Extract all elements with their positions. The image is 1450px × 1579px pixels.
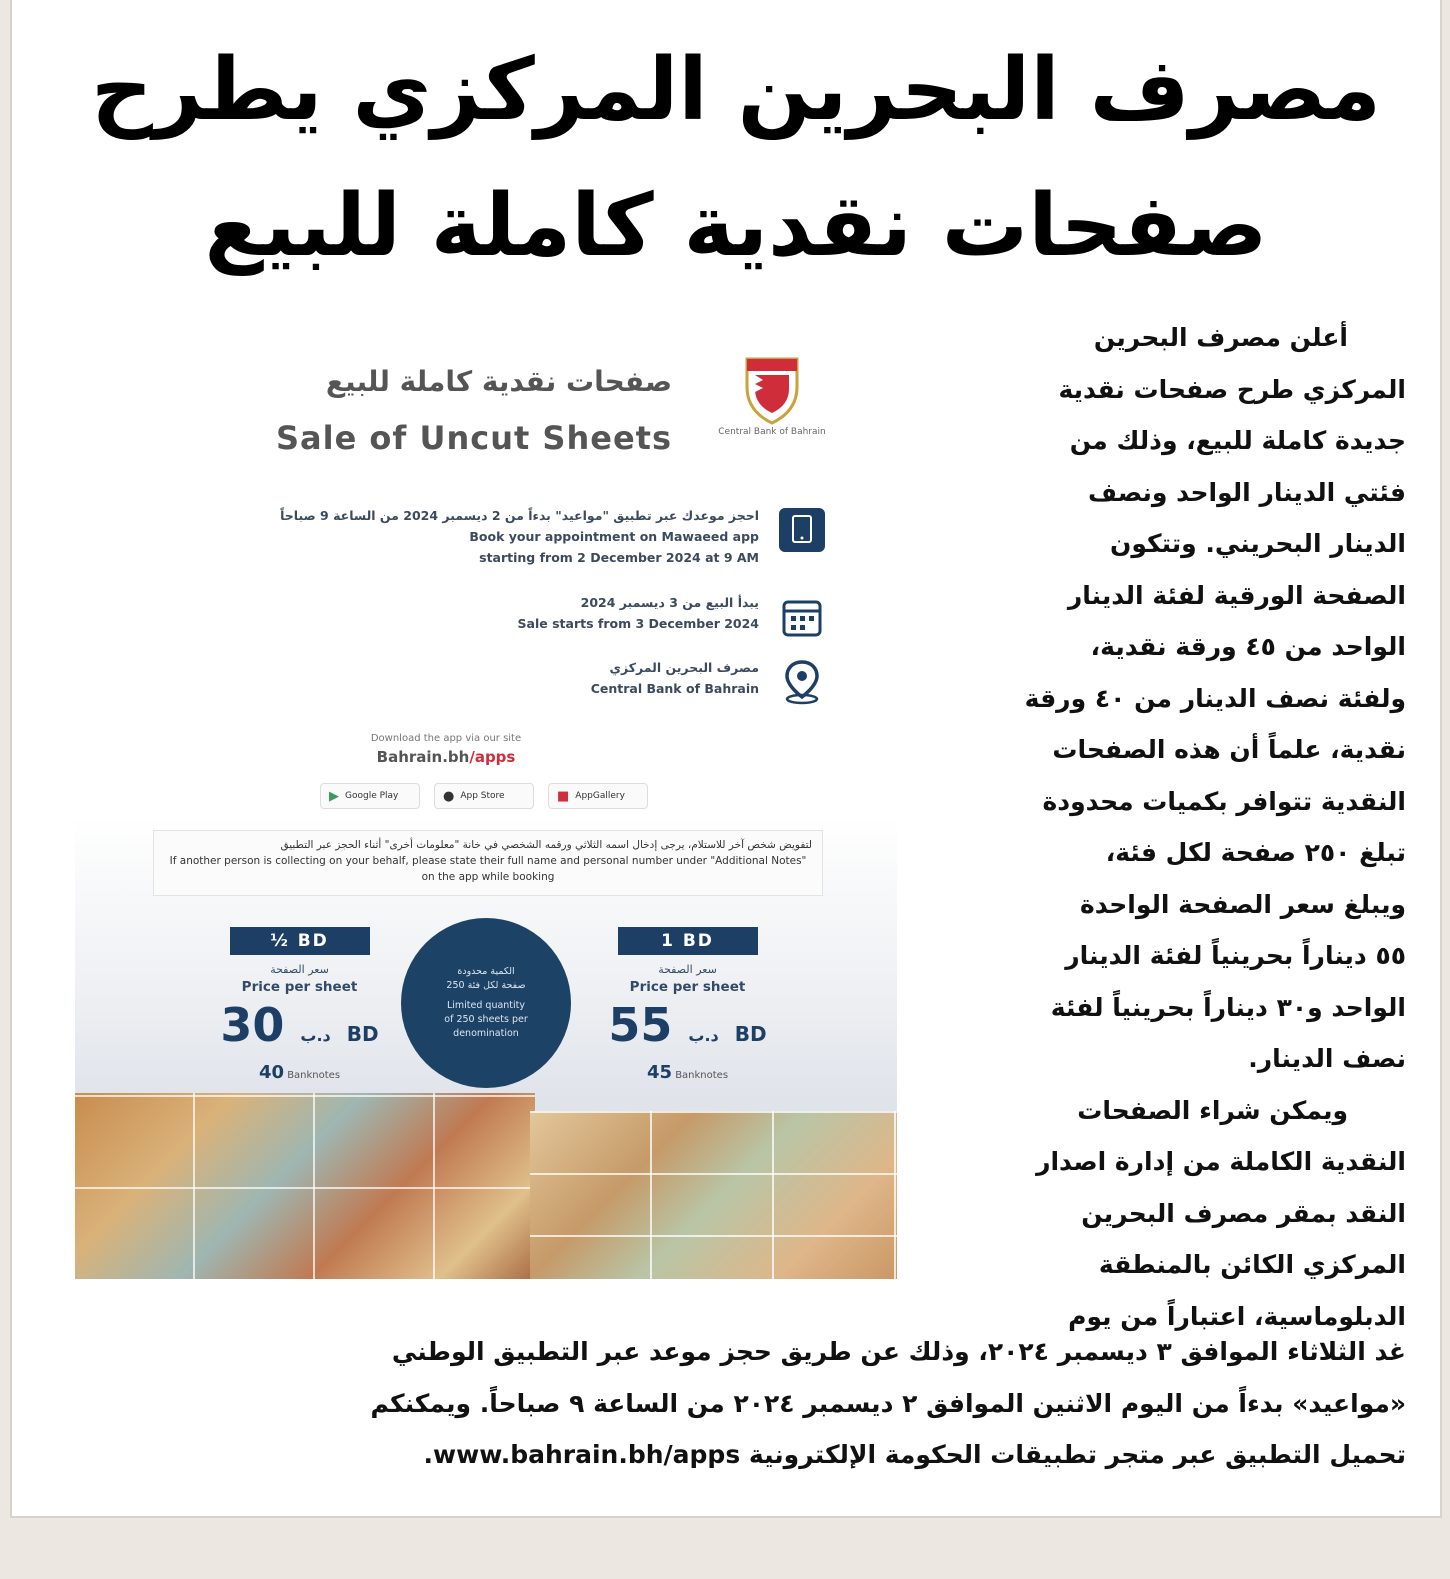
body-line: فئتي الدينار الواحد ونصف [1088,477,1406,507]
note-english: If another person is collecting on your behalf, please state their full name and personal number under "Additional Notes" on the app while booking [169,855,807,883]
calendar-icon [777,592,827,642]
body-line: ولفئة نصف الدينار من ٤٠ ورقة [1024,683,1406,713]
one-banknote-count [600,1062,775,1083]
half-price-label-ar: سعر الصفحة [270,963,329,976]
one-price-label-en: Price per sheet [629,979,746,995]
google-play-label: Google Play [345,791,399,801]
body-line: المركزي طرح صفحات نقدية [1058,374,1406,404]
body-line: نقدية، علماً أن هذه الصفحات [1052,735,1406,764]
limited-quantity-badge [401,918,571,1088]
poster-title-english: Sale of Uncut Sheets [275,419,672,457]
price-half-dinar [212,927,387,1083]
body-line: الصفحة الورقية لفئة الدينار [1067,580,1406,610]
one-price-value [600,999,775,1062]
google-play-badge [320,783,420,809]
info-location-en: Central Bank of Bahrain [590,681,759,696]
body-line: غد الثلاثاء الموافق ٣ ديسمبر ٢٠٢٤، وذلك عن طريق حجز موعد عبر التطبيق الوطني [391,1337,1406,1366]
half-banknote-count [212,1062,387,1083]
body-line: جديدة كاملة للبيع، وذلك من [1069,426,1406,455]
store-badges [320,783,648,809]
info-sale-start-en: Sale starts from 3 December 2024 [517,616,759,631]
appgallery-icon: ■ [557,788,570,804]
half-price-label-en: Price per sheet [241,979,358,995]
limited-line-5: denomination [453,1028,519,1039]
body-line: تحميل التطبيق عبر متجر تطبيقات الحكومة الإلكترونية www.bahrain.bh/apps. [423,1440,1406,1469]
body-line: نصف الدينار. [1248,1044,1406,1073]
half-dinar-sheet-image [75,1093,535,1279]
headline-line-2: صفحات نقدية كاملة للبيع [204,176,1268,276]
app-store-badge [434,783,534,809]
apple-icon: ● [443,788,455,804]
uncut-sheets-poster [75,315,897,1279]
download-url [75,748,897,766]
info-text-sale-start [518,592,759,634]
one-price-label-ar: سعر الصفحة [658,963,717,976]
info-text-location [591,657,759,699]
body-line: ٥٥ ديناراً بحرينياً لفئة الدينار [1065,941,1406,970]
download-app-block [75,733,897,766]
info-row-sale-start [147,592,827,652]
one-price-number: 55 [608,998,673,1052]
body-line: النقدية الكاملة من إدارة اصدار [1036,1147,1406,1176]
body-line: تبلغ ٢٥٠ صفحة لكل فئة، [1105,838,1406,867]
info-row-location [147,657,827,717]
headline [72,22,1400,294]
appgallery-badge [548,783,648,809]
play-icon: ▶ [329,788,339,804]
body-line: الدينار البحريني. وتتكون [1110,529,1406,558]
one-count-number: 45 [646,1062,672,1083]
one-dinar-tag: 1 BD [618,927,758,955]
limited-line-1: الكمية محدودة [457,966,515,977]
limited-line-3: Limited quantity [446,1000,526,1011]
body-line: ويمكن شراء الصفحات [1077,1095,1348,1125]
article-column [944,312,1406,1342]
half-price-value [212,999,387,1062]
limited-line-2: 250 صفحة لكل فئة [446,980,526,991]
body-line: الواحد و٣٠ ديناراً بحرينياً لفئة [1050,992,1406,1022]
one-price-unit: BD [734,1022,767,1046]
banknote-sheets-image [75,1093,897,1279]
limited-line-4: of 250 sheets per [444,1014,528,1025]
half-price-currency-ar: د.ب [300,1026,331,1045]
info-appointment-ar: احجز موعدك عبر تطبيق "مواعيد" بدءاً من 2 ديسمبر 2024 من الساعة 9 صباحاً [280,508,759,523]
phone-app-icon [777,505,827,555]
poster-header [207,353,827,473]
price-one-dinar [600,927,775,1083]
download-caption: Download the app via our site [370,733,522,744]
app-store-label: App Store [460,791,505,801]
headline-line-1: مصرف البحرين المركزي يطرح [90,40,1382,140]
one-dinar-sheet-image [530,1111,897,1279]
one-price-currency-ar: د.ب [688,1026,719,1045]
crest-icon [741,353,803,425]
info-row-appointment [147,505,827,565]
body-line: أعلن مصرف البحرين [1093,323,1348,352]
info-sale-start-ar: يبدأ البيع من 3 ديسمبر 2024 [580,595,759,610]
info-text-appointment [280,505,759,568]
poster-title-arabic: صفحات نقدية كاملة للبيع [325,365,672,398]
half-dinar-tag: ½ BD [230,927,370,955]
half-price-unit: BD [346,1022,379,1046]
download-url-main: Bahrain.bh [376,748,470,766]
body-line: «مواعيد» بدءاً من اليوم الاثنين الموافق ٢ ديسمبر ٢٠٢٤ من الساعة ٩ صباحاً. ويمكنكم [370,1388,1406,1418]
half-count-number: 40 [258,1062,284,1083]
download-url-accent: /apps [469,748,516,766]
info-location-ar: مصرف البحرين المركزي [609,660,759,675]
one-count-label: Banknotes [675,1070,729,1081]
body-line: الواحد من ٤٥ ورقة نقدية، [1090,632,1406,661]
proxy-collection-note [153,830,823,896]
body-line: ويبلغ سعر الصفحة الواحدة [1080,889,1406,919]
location-pin-icon [777,657,827,707]
half-count-label: Banknotes [287,1070,341,1081]
appgallery-label: AppGallery [575,791,625,801]
body-line: النقد بمقر مصرف البحرين [1081,1198,1406,1228]
info-appointment-en-2: starting from 2 December 2024 at 9 AM [479,550,759,565]
info-appointment-en-1: Book your appointment on Mawaeed app [469,529,759,544]
note-arabic: لتفويض شخص آخر للاستلام، يرجى إدخال اسمه الثلاثي ورقمه الشخصي في خانة "معلومات أخرى" أثناء الحجز عبر التطبيق [280,839,812,851]
body-line: المركزي الكائن بالمنطقة [1098,1250,1406,1279]
body-line: الدبلوماسية، اعتباراً من يوم [1068,1301,1406,1331]
article-full-width-text [74,1326,1406,1481]
half-price-number: 30 [220,998,285,1052]
body-line: النقدية تتوافر بكميات محدودة [1042,786,1406,816]
cbb-crest-logo [717,353,827,463]
newspaper-page [10,0,1442,1518]
crest-label: Central Bank of Bahrain [718,427,826,437]
